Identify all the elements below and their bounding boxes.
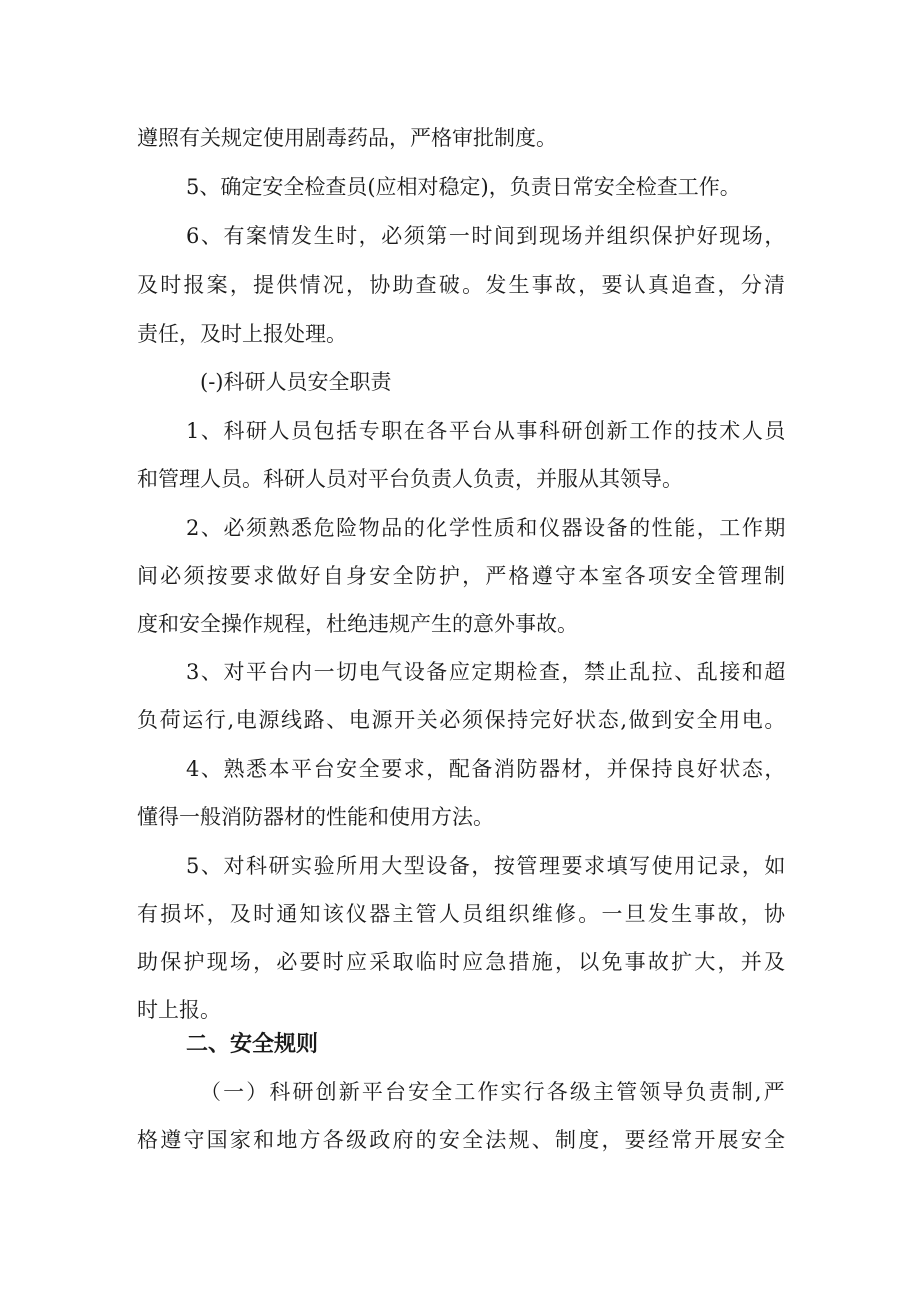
text-line: （一）科研创新平台安全工作实行各级主管领导负责制,严 xyxy=(200,1080,787,1104)
text-line: 时上报。 xyxy=(137,998,221,1022)
text-line: 遵照有关规定使用剧毒药品，严格审批制度。 xyxy=(137,126,557,150)
text-line: 及时报案，提供情况，协助查破。发生事故，要认真追查，分清 xyxy=(137,273,788,297)
text-line: 格遵守国家和地方各级政府的安全法规、制度，要经常开展安全 xyxy=(137,1128,788,1152)
text-line: 懂得一般消防器材的性能和使用方法。 xyxy=(137,805,494,829)
text-line: 3、对平台内一切电气设备应定期检查，禁止乱拉、乱接和超 xyxy=(186,660,787,684)
text-line: 有损坏，及时通知该仪器主管人员组织维修。一旦发生事故，协 xyxy=(137,902,788,926)
text-line: 2、必须熟悉危险物品的化学性质和仪器设备的性能，工作期 xyxy=(186,516,787,540)
text-line: 度和安全操作规程，杜绝违规产生的意外事故。 xyxy=(137,612,578,636)
text-line: 6、有案情发生时，必须第一时间到现场并组织保护好现场， xyxy=(186,224,787,248)
text-line: 间必须按要求做好自身安全防护，严格遵守本室各项安全管理制 xyxy=(137,564,788,588)
subsection-heading: (-)科研人员安全职责 xyxy=(200,370,392,394)
text-line: 5、对科研实验所用大型设备，按管理要求填写使用记录，如 xyxy=(186,854,787,878)
text-line: 1、科研人员包括专职在各平台从事科研创新工作的技术人员 xyxy=(186,419,787,443)
text-line: 5、确定安全检查员(应相对稳定)，负责日常安全检查工作。 xyxy=(186,175,741,199)
text-line: 和管理人员。科研人员对平台负责人负责，并服从其领导。 xyxy=(137,467,683,491)
text-line: 负荷运行,电源线路、电源开关必须保持完好状态,做到安全用电。 xyxy=(137,708,787,732)
text-line: 责任，及时上报处理。 xyxy=(137,322,347,346)
text-line: 助保护现场，必要时应采取临时应急措施，以免事故扩大，并及 xyxy=(137,950,788,974)
text-line: 4、熟悉本平台安全要求，配备消防器材，并保持良好状态， xyxy=(186,757,787,781)
section-heading: 二、安全规则 xyxy=(186,1032,319,1057)
